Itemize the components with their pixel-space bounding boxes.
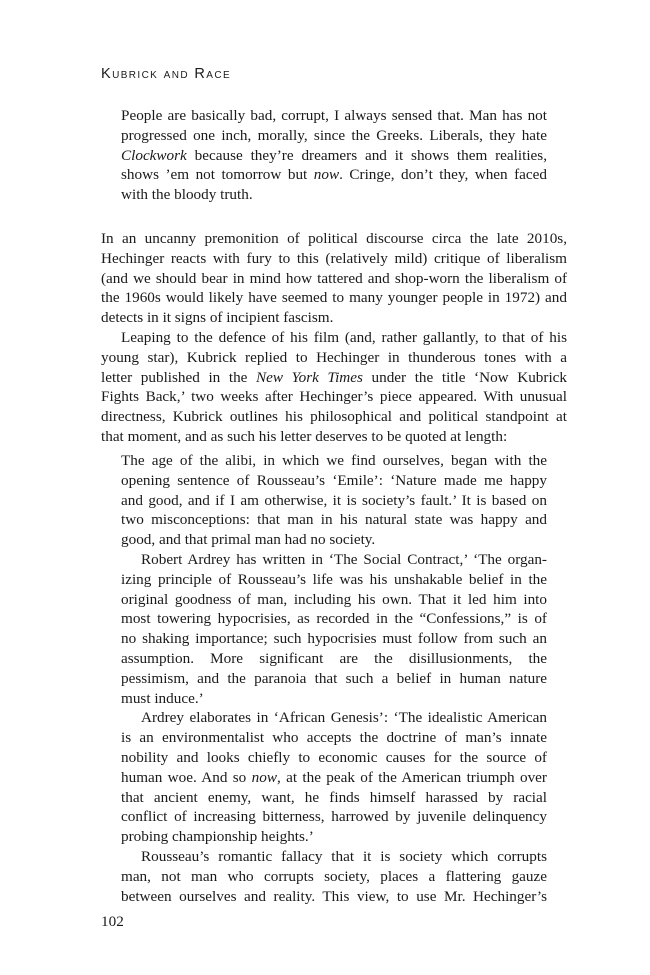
quote-line: izing principle of Rousseau’s life was his unshakable belief in the [121, 570, 547, 588]
quote-line: that ancient enemy, want, he finds himself harassed by racial [121, 788, 547, 806]
body-text [101, 229, 567, 447]
quote-line: shows ’em not tomorrow but now. Cringe, don’t they, when faced [121, 166, 547, 184]
body-line: that moment, and as such his letter deserves to be quoted at length: [101, 427, 508, 445]
quote-line: opening sentence of Rousseau’s ‘Emile’: ‘Nature made me happy [121, 471, 547, 489]
block-quote-kubrick-letter [121, 451, 547, 906]
body-line: Fights Back,’ two weeks after Hechinger’s piece appeared. With unusual [101, 388, 567, 406]
body-line: directness, Kubrick outlines his philosophical and political standpoint at [101, 408, 567, 426]
quote-line: human woe. And so now, at the peak of the American triumph over [121, 768, 547, 786]
quote-line: pessimism, and the paranoia that such a belief in human nature [121, 669, 547, 687]
quote-line: man, not man who corrupts society, places a flattering gauze [121, 867, 547, 885]
running-head: Kubrick and Race [101, 66, 232, 82]
quote-line: good, and that primal man had no society. [121, 531, 376, 549]
quote-line: Rousseau’s romantic fallacy that it is society which corrupts [141, 847, 547, 865]
quote-line: nobility and looks chiefly to economic causes for the source of [121, 748, 547, 766]
quote-line: assumption. More significant are the disillusionments, the [121, 649, 547, 667]
body-line: young star), Kubrick replied to Hechinger in thunderous tones with a [101, 348, 567, 366]
body-line: the 1960s would likely have seemed to many younger people in 1972) and [101, 289, 567, 307]
body-line: letter published in the New York Times under the title ‘Now Kubrick [101, 368, 567, 386]
body-line: Leaping to the defence of his film (and, rather gallantly, to that of his [121, 328, 567, 346]
quote-line: two misconceptions: that man in his natural state was happy and [121, 511, 547, 529]
quote-line: original goodness of man, including his own. That it led him into [121, 590, 547, 608]
quote-line: most towering hypocrisies, as recorded in the “Confessions,” is of [121, 610, 547, 628]
quote-line: probing championship heights.’ [121, 828, 314, 846]
quote-line: progressed one inch, morally, since the Greeks. Liberals, they hate [121, 126, 547, 144]
quote-line: The age of the alibi, in which we find ourselves, began with the [121, 452, 547, 469]
body-line: Hechinger reacts with fury to this (relatively mild) critique of liberalism [101, 249, 567, 267]
quote-line: Ardrey elaborates in ‘African Genesis’: ‘The idealistic American [141, 709, 547, 727]
quote-line: and good, and if I am otherwise, it is society’s fault.’ It is based on [121, 491, 547, 509]
quote-line: is an environmentalist who accepts the doctrine of man’s innate [121, 729, 547, 747]
quote-line: with the bloody truth. [121, 186, 253, 204]
quote-line: no shaking importance; such hypocrisies must follow from such an [121, 630, 547, 648]
quote-line: between ourselves and reality. This view, to use Mr. Hechinger’s [121, 887, 547, 905]
quote-line: conflict of increasing bitterness, harrowed by juvenile delinquency [121, 808, 547, 826]
quote-line: People are basically bad, corrupt, I always sensed that. Man has not [121, 107, 547, 124]
page-number: 102 [101, 913, 124, 930]
quote-line: Robert Ardrey has written in ‘The Social Contract,’ ‘The organ- [141, 550, 547, 568]
quote-line: must induce.’ [121, 689, 204, 707]
body-line: detects in it signs of incipient fascism. [101, 309, 334, 327]
block-quote-hechinger [121, 106, 547, 205]
quote-line: Clockwork because they’re dreamers and it shows them realities, [121, 146, 547, 164]
body-line: In an uncanny premonition of political discourse circa the late 2010s, [101, 230, 567, 247]
body-line: (and we should bear in mind how tattered and shop-worn the liberalism of [101, 269, 567, 287]
